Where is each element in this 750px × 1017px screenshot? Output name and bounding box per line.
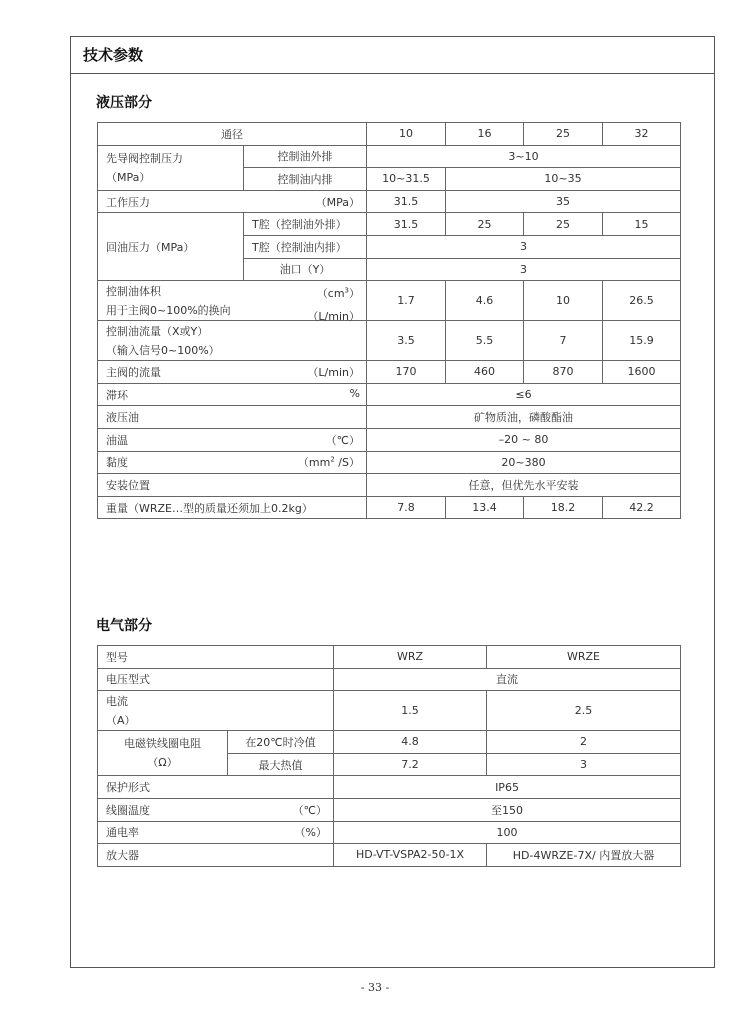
table-row (98, 190, 681, 213)
working-pressure-name: 工作压力 (106, 195, 150, 209)
table-row (98, 821, 681, 844)
control-volume-line1: 控制油体积 (106, 284, 161, 298)
table-row (98, 123, 681, 146)
main-flow-10: 170 (367, 361, 446, 384)
control-volume-10: 1.7 (367, 281, 446, 321)
table-row (98, 406, 681, 429)
fluid-value: 矿物质油，磷酸酯油 (367, 406, 681, 429)
working-pressure-label (98, 190, 367, 213)
page-number: - 33 - (360, 981, 390, 994)
duty-name: 通电率 (106, 826, 139, 840)
t-external-16: 25 (446, 213, 524, 236)
t-internal-label: T腔（控制油内排） (244, 235, 367, 258)
table-row (98, 646, 681, 669)
weight-label: 重量（WRZE…型的质量还须加上0.2kg） (98, 496, 367, 519)
hydraulic-section-title: 液压部分 (96, 95, 152, 111)
control-flow-unit: （L/min） (307, 309, 360, 323)
unit-sup: 3 (344, 286, 349, 294)
duty-value: 100 (334, 821, 681, 844)
amplifier-wrz: HD-VT-VSPA2-50-1X (334, 844, 487, 867)
hydraulic-table (97, 122, 681, 519)
voltage-type-value: 直流 (334, 668, 681, 691)
oil-temp-unit: （℃） (325, 433, 360, 447)
coil-temp-label (98, 798, 334, 821)
pilot-pressure-name: 先导阀控制压力 (106, 151, 183, 165)
header-label: 通径 (98, 123, 367, 146)
duty-label (98, 821, 334, 844)
pilot-external-value: 3~10 (367, 145, 681, 168)
t-external-label: T腔（控制油外排） (244, 213, 367, 236)
t-external-25: 25 (524, 213, 603, 236)
coil-temp-value: 至150 (334, 798, 681, 821)
main-flow-32: 1600 (603, 361, 681, 384)
current-line1: 电流 (106, 694, 128, 708)
cold-value-label: 在20℃时冷值 (228, 731, 334, 754)
model-label: 型号 (98, 646, 334, 669)
coil-temp-unit: （℃） (292, 803, 327, 817)
amplifier-label: 放大器 (98, 844, 334, 867)
unit-sup: 2 (330, 455, 335, 464)
electrical-table (97, 645, 681, 867)
table-row (98, 844, 681, 867)
mounting-label: 安装位置 (98, 474, 367, 497)
model-wrze: WRZE (487, 646, 681, 669)
y-port-value: 3 (367, 258, 681, 281)
viscosity-name: 黏度 (106, 456, 128, 470)
pilot-external-label: 控制油外排 (244, 145, 367, 168)
hysteresis-unit: % (349, 386, 360, 400)
weight-10: 7.8 (367, 496, 446, 519)
working-pressure-unit: （MPa） (315, 195, 360, 209)
table-row (98, 321, 681, 361)
protection-value: IP65 (334, 776, 681, 799)
pilot-internal-v10: 10~31.5 (367, 168, 446, 191)
hysteresis-label (98, 383, 367, 406)
pilot-internal-rest: 10~35 (446, 168, 681, 191)
weight-25: 18.2 (524, 496, 603, 519)
control-volume-line2: 用于主阀0~100%的换向 (106, 303, 231, 317)
table-row (98, 474, 681, 497)
fluid-label: 液压油 (98, 406, 367, 429)
hot-value-label: 最大热值 (228, 753, 334, 776)
coil-resistance-line2: （Ω） (147, 756, 178, 770)
table-row (98, 428, 681, 451)
table-row (98, 496, 681, 519)
voltage-type-label: 电压型式 (98, 668, 334, 691)
current-line2: （A） (106, 713, 136, 727)
return-pressure-label: 回油压力（MPa） (98, 213, 244, 281)
hysteresis-value: ≤6 (367, 383, 681, 406)
t-external-32: 15 (603, 213, 681, 236)
unit-end: ） (349, 286, 360, 300)
oil-temp-label (98, 428, 367, 451)
table-row (98, 451, 681, 474)
control-flow-25: 7 (524, 321, 603, 361)
main-flow-unit: （L/min） (307, 365, 360, 379)
hot-wrz: 7.2 (334, 753, 487, 776)
table-row (98, 798, 681, 821)
unit-text: （cm (316, 286, 345, 300)
working-pressure-v10: 31.5 (367, 190, 446, 213)
control-flow-16: 5.5 (446, 321, 524, 361)
pilot-pressure-unit: （MPa） (106, 170, 151, 184)
hysteresis-name: 滞环 (106, 388, 128, 402)
size-16: 16 (446, 123, 524, 146)
hot-wrze: 3 (487, 753, 681, 776)
viscosity-label (98, 451, 367, 474)
control-flow-line2: （输入信号0~100%） (106, 343, 220, 357)
table-row (98, 281, 681, 321)
control-flow-32: 15.9 (603, 321, 681, 361)
control-volume-16: 4.6 (446, 281, 524, 321)
main-flow-name: 主阀的流量 (106, 365, 161, 379)
table-row (98, 213, 681, 236)
size-32: 32 (603, 123, 681, 146)
current-label (98, 691, 334, 731)
current-wrz: 1.5 (334, 691, 487, 731)
size-25: 25 (524, 123, 603, 146)
unit-text: （mm (297, 456, 331, 470)
oil-temp-value: –20 ~ 80 (367, 428, 681, 451)
control-volume-text (106, 282, 231, 320)
unit-end: /S） (334, 456, 360, 470)
model-wrz: WRZ (334, 646, 487, 669)
table-row (98, 731, 681, 754)
table-row (98, 691, 681, 731)
y-port-label: 油口（Y） (244, 258, 367, 281)
table-row (98, 776, 681, 799)
pilot-internal-label: 控制油内排 (244, 168, 367, 191)
control-volume-25: 10 (524, 281, 603, 321)
viscosity-value: 20~380 (367, 451, 681, 474)
duty-unit: （%） (294, 826, 327, 840)
table-row (98, 145, 681, 168)
t-internal-value: 3 (367, 235, 681, 258)
t-external-10: 31.5 (367, 213, 446, 236)
table-row (98, 383, 681, 406)
main-flow-16: 460 (446, 361, 524, 384)
size-10: 10 (367, 123, 446, 146)
pilot-pressure-label (98, 145, 244, 190)
oil-temp-name: 油温 (106, 433, 128, 447)
cold-wrz: 4.8 (334, 731, 487, 754)
coil-resistance-label (98, 731, 228, 776)
current-wrze: 2.5 (487, 691, 681, 731)
weight-16: 13.4 (446, 496, 524, 519)
mounting-value: 任意，但优先水平安装 (367, 474, 681, 497)
frame-title: 技术参数 (71, 37, 714, 74)
control-flow-line1: 控制油流量（X或Y） (106, 324, 209, 338)
table-row (98, 361, 681, 384)
viscosity-unit (298, 454, 360, 470)
coil-resistance-line1: 电磁铁线圈电阻 (124, 737, 201, 751)
cold-wrze: 2 (487, 731, 681, 754)
control-volume-unit (317, 285, 360, 301)
control-flow-10: 3.5 (367, 321, 446, 361)
weight-32: 42.2 (603, 496, 681, 519)
control-flow-text (106, 322, 220, 360)
amplifier-wrze: HD-4WRZE-7X/ 内置放大器 (487, 844, 681, 867)
protection-label: 保护形式 (98, 776, 334, 799)
main-flow-label (98, 361, 367, 384)
main-flow-25: 870 (524, 361, 603, 384)
coil-temp-name: 线圈温度 (106, 803, 150, 817)
working-pressure-rest: 35 (446, 190, 681, 213)
electrical-section-title: 电气部分 (96, 618, 152, 634)
control-volume-32: 26.5 (603, 281, 681, 321)
table-row (98, 668, 681, 691)
